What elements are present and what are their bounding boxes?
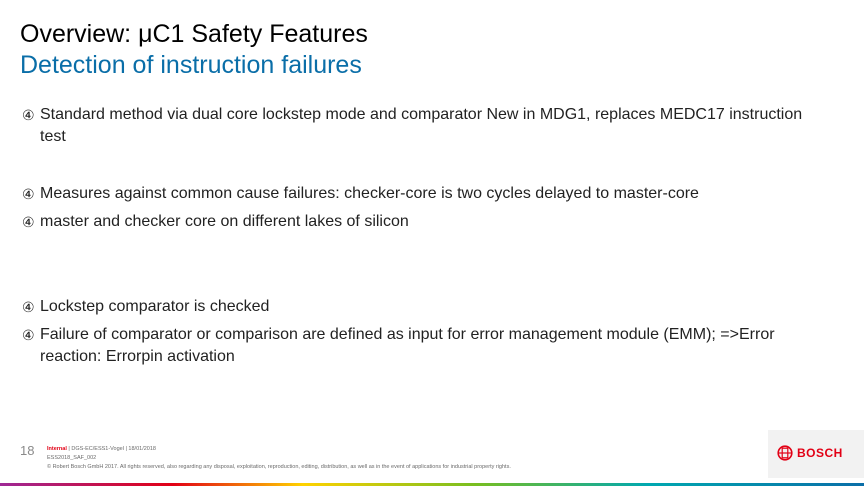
footer-copyright: © Robert Bosch GmbH 2017. All rights reserved, also regarding any disposal, exploitation, reproduction, editing, distribution, as well as in the event of applications for industrial property rights.: [47, 464, 511, 470]
footer-meta-line: | DGS-EC/ESS1-Vogel | 18/01/2018: [68, 446, 156, 452]
page-title: Overview: μC1 Safety Features: [20, 20, 368, 48]
bosch-armature-icon: [777, 445, 793, 461]
page-subtitle: Detection of instruction failures: [20, 51, 362, 79]
bullet-item: [22, 296, 822, 318]
circled-4-bullet-icon: ④: [22, 186, 35, 202]
circled-4-bullet-icon: ④: [22, 299, 35, 315]
bullet-text: Lockstep comparator is checked: [40, 298, 270, 315]
bullet-text: Standard method via dual core lockstep mode and comparator New in MDG1, replaces MEDC17 instruction test: [40, 106, 803, 145]
footer-meta: [47, 445, 647, 454]
circled-4-bullet-icon: ④: [22, 327, 35, 343]
bullet-text: Measures against common cause failures: checker-core is two cycles delayed to master-core: [40, 185, 699, 202]
bosch-wordmark: BOSCH: [797, 446, 843, 460]
bullet-item: [22, 104, 822, 148]
bullet-text: Failure of comparator or comparison are defined as input for error management module (EMM); =>Error reaction: Errorpin activation: [40, 326, 775, 365]
bullet-text: master and checker core on different lakes of silicon: [40, 213, 409, 230]
circled-4-bullet-icon: ④: [22, 107, 35, 123]
page-number: 18: [20, 443, 35, 458]
bullet-item: [22, 324, 812, 368]
bullet-item: [22, 183, 822, 205]
footer-doc-id: ESS2018_SAF_002: [47, 455, 97, 461]
circled-4-bullet-icon: ④: [22, 214, 35, 230]
internal-label: Internal: [47, 446, 67, 452]
bosch-logo: [777, 443, 843, 463]
bullet-item: [22, 211, 822, 233]
footer-info: [47, 445, 647, 472]
